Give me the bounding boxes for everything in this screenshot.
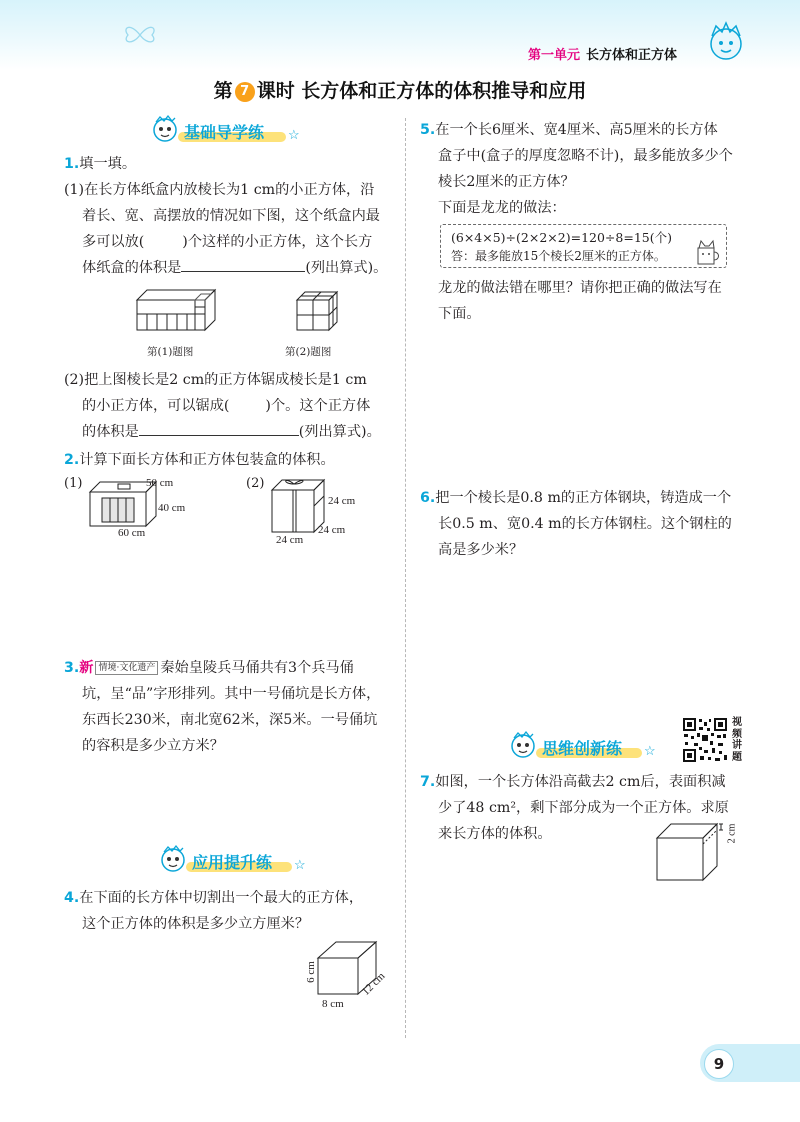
q3-text: 的容积是多少立方米？ [82, 738, 224, 754]
q5-line: 5.在一个长6厘米、宽4厘米、高5厘米的长方体 [420, 122, 718, 138]
star-icon: ☆ [644, 744, 656, 759]
q7-line: 7.如图，一个长方体沿高截去2 cm后，表面积减 [420, 774, 726, 790]
section-apply [158, 844, 318, 878]
q1-text: 的体积是 (列出算式)。 [82, 420, 381, 444]
cat-cup-icon [694, 238, 720, 266]
q7-text: 少了48 cm²，剩下部分成为一个正方体。求原 [438, 800, 729, 816]
box-cubes-figure [135, 284, 217, 332]
context-tag: 情境·文化遗产 [95, 661, 158, 675]
butterfly-icon [120, 20, 160, 50]
q4-text: 这个正方体的体积是多少立方厘米？ [82, 916, 310, 932]
dimension-label: 6 cm [304, 961, 317, 983]
section-title: 思维创新练 [542, 739, 623, 758]
dimension-label: 8 cm [322, 998, 344, 1010]
page-number: 9 [704, 1049, 734, 1079]
calc-line: (6×4×5)÷(2×2×2)=120÷8=15(个) [451, 230, 672, 245]
q1-text: 着长、宽、高摆放的情况如下图，这个纸盒内最 [82, 208, 380, 224]
q3-line: 3.新 情境·文化遗产 秦始皇陵兵马俑共有3个兵马俑 [64, 660, 354, 676]
q6-line: 6.把一个棱长是0.8 m的正方体钢块，铸造成一个 [420, 490, 732, 506]
cube-figure [295, 290, 339, 332]
mascot-icon [150, 114, 180, 146]
dimension-label: 12 cm [359, 970, 388, 998]
q2-part1-label: (1) [64, 476, 83, 491]
q5-text: 盒子中(盒子的厚度忽略不计)，最多能放多少个 [438, 148, 733, 164]
figure-caption: 第(1)题图 [147, 346, 194, 358]
mascot-icon [508, 730, 538, 762]
section-title: 应用提升练 [192, 853, 273, 872]
q7-text: 来长方体的体积。 [438, 826, 552, 842]
q4-line: 4.在下面的长方体中切割出一个最大的正方体， [64, 890, 364, 906]
q2-line: 2.计算下面长方体和正方体包装盒的体积。 [64, 452, 335, 468]
column-divider [405, 118, 406, 1038]
dimension-label: 50 cm [146, 477, 174, 489]
q3-text: 东西长230米，南北宽62米，深5米。一号俑坑 [82, 712, 378, 728]
q1-text: 的小正方体，可以锯成( )个。这个正方体 [82, 398, 371, 414]
q1-text: (2)把上图棱长是2 cm的正方体锯成棱长是1 cm [64, 372, 367, 388]
solution-box [440, 224, 727, 268]
page-title: 第 7 课时 长方体和正方体的体积推导和应用 [213, 80, 587, 102]
answer-blank[interactable] [181, 256, 305, 272]
figure-caption: 第(2)题图 [285, 346, 332, 358]
dimension-label: 24 cm [318, 524, 346, 536]
section-title: 基础导学练 [184, 123, 265, 142]
mascot-icon [702, 18, 750, 66]
star-icon: ☆ [288, 128, 300, 143]
answer-line: 答：最多能放15个棱长2厘米的正方体。 [451, 249, 666, 263]
dimension-label: 2 cm [726, 823, 738, 844]
q1-text: 体纸盒的体积是 (列出算式)。 [82, 256, 387, 280]
section-innovate [508, 730, 668, 764]
dimension-label: 40 cm [158, 502, 186, 514]
dimension-label: 24 cm [276, 534, 304, 546]
cut-cuboid-figure [655, 822, 727, 882]
lesson-number-badge: 7 [235, 82, 255, 102]
header-unit [528, 44, 677, 63]
dimension-label: 60 cm [118, 527, 146, 539]
q6-text: 长0.5 m、宽0.4 m的长方体钢柱。这个钢柱的 [438, 516, 732, 532]
mascot-icon [158, 844, 188, 876]
qr-label: 视频讲题 [732, 717, 742, 763]
q5-text: 龙龙的做法错在哪里？请你把正确的做法写在 [438, 280, 722, 296]
q1-text: 多可以放( )个这样的小正方体，这个长方 [82, 234, 373, 250]
answer-blank[interactable] [139, 420, 299, 436]
q5-text: 下面是龙龙的做法： [438, 200, 566, 216]
qr-code-icon[interactable] [682, 717, 728, 763]
q5-text: 棱长2厘米的正方体？ [438, 174, 575, 190]
section-basic [150, 114, 310, 148]
dimension-label: 24 cm [328, 495, 356, 507]
unit-label: 第一单元 [528, 48, 581, 63]
q1-line: 1.填一填。 [64, 156, 137, 172]
unit-title: 长方体和正方体 [586, 48, 678, 63]
q5-text: 下面。 [438, 306, 481, 322]
q1-text: (1)在长方体纸盒内放棱长为1 cm的小正方体，沿 [64, 182, 375, 198]
q2-part2-label: (2) [246, 476, 265, 491]
star-icon: ☆ [294, 858, 306, 873]
q3-text: 坑，呈“品”字形排列。其中一号俑坑是长方体， [82, 686, 381, 702]
q6-text: 高是多少米？ [438, 542, 524, 558]
